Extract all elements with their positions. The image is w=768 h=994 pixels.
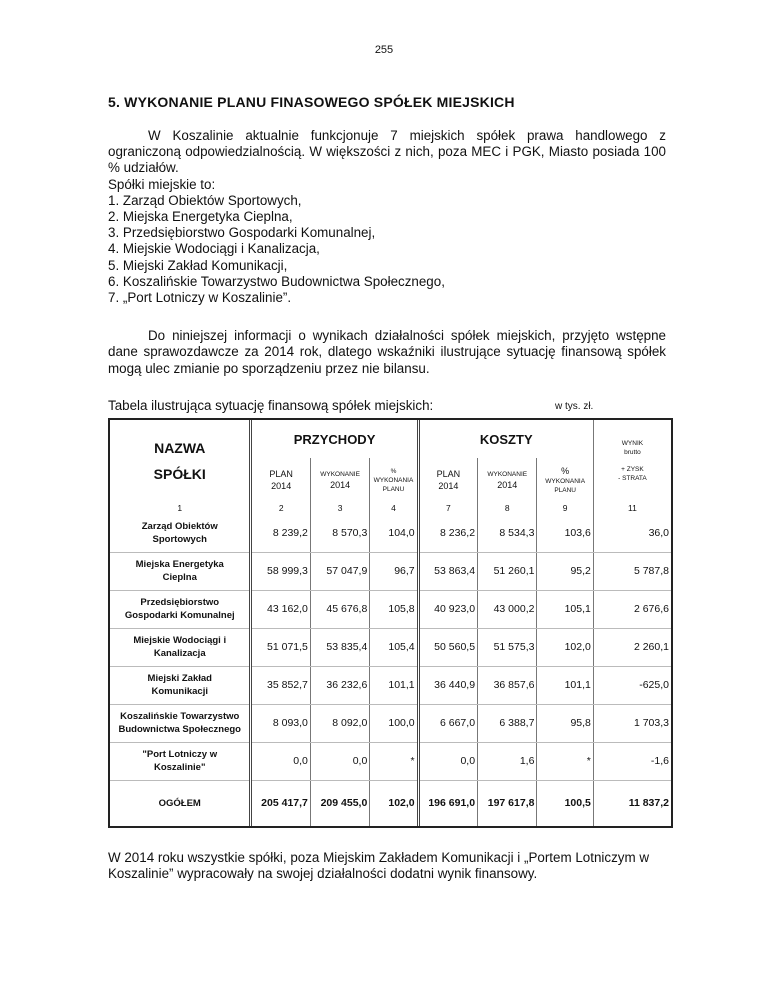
header-text: PLAN: [436, 469, 461, 479]
company-name-header: [110, 420, 251, 502]
cost-plan-cell: 50 560,5: [418, 628, 477, 666]
cost-exec-cell: 6 388,7: [478, 704, 537, 742]
result-cell: 2 260,1: [593, 628, 671, 666]
closing-paragraph: W 2014 roku wszystkie spółki, poza Miejskim Zakładem Komunikacji i „Portem Lotniczym w Koszalinie” wypracowały na swojej działalności dodatni wynik finansowy.: [108, 850, 649, 882]
cost-exec-cell: 51 575,3: [478, 628, 537, 666]
column-number: 11: [593, 502, 671, 514]
list-item: 2. Miejska Energetyka Cieplna,: [108, 209, 293, 225]
cost-plan-cell: 40 923,0: [418, 590, 477, 628]
header-text: WYKONANIE: [487, 470, 528, 478]
result-header: [593, 420, 671, 502]
revenue-pct-cell: *: [370, 742, 418, 780]
total-revenue-exec: 209 455,0: [310, 780, 369, 826]
revenue-exec-cell: 36 232,6: [310, 666, 369, 704]
cost-exec-header: [478, 458, 537, 502]
result-header-line-1: WYNIK: [621, 440, 644, 447]
cost-plan-header: [418, 458, 477, 502]
company-name-line: "Port Lotniczy w: [142, 749, 218, 760]
company-name-line: Kanalizacja: [153, 648, 206, 659]
company-name-cell: [110, 628, 251, 666]
company-name-line: Koszalińskie Towarzystwo: [120, 711, 240, 722]
header-text: WYKONANIE: [320, 470, 360, 478]
result-header-line-3: + ZYSK: [621, 466, 644, 473]
header-text: %: [390, 467, 397, 475]
companies-list-title: Spółki miejskie to:: [108, 176, 216, 192]
cost-pct-cell: 103,6: [537, 514, 593, 552]
company-name-cell: [110, 590, 251, 628]
result-cell: 36,0: [593, 514, 671, 552]
intro-section: [108, 128, 666, 306]
revenue-exec-cell: 8 092,0: [310, 704, 369, 742]
header-text: PLAN: [269, 469, 293, 479]
company-name-line: Budownictwa Społecznego: [118, 724, 241, 735]
list-item: 4. Miejskie Wodociągi i Kanalizacja,: [108, 241, 320, 257]
column-number: 7: [445, 503, 451, 513]
cost-exec-cell: 51 260,1: [478, 552, 537, 590]
total-label: OGÓŁEM: [110, 780, 251, 826]
cost-exec-cell: 43 000,2: [478, 590, 537, 628]
cost-plan-cell: 6 667,0: [418, 704, 477, 742]
cost-pct-cell: 105,1: [537, 590, 593, 628]
table-row: [110, 704, 671, 742]
company-name-cell: [110, 742, 251, 780]
unit-label: w tys. zł.: [555, 401, 594, 412]
total-row: [110, 780, 671, 826]
company-name-cell: [110, 704, 251, 742]
company-name-line: Przedsiębiorstwo: [140, 597, 220, 608]
header-name-line-2: SPÓŁKI: [153, 466, 206, 482]
cost-pct-cell: 95,8: [537, 704, 593, 742]
revenue-plan-cell: 35 852,7: [251, 666, 310, 704]
column-number: 9: [537, 502, 593, 514]
column-number: 1: [110, 502, 251, 514]
header-text: PLANU: [382, 485, 405, 493]
financial-table: [108, 418, 673, 828]
revenue-exec-cell: 0,0: [310, 742, 369, 780]
list-item: 5. Miejski Zakład Komunikacji,: [108, 257, 288, 273]
list-item: 1. Zarząd Obiektów Sportowych,: [108, 192, 302, 208]
table-caption: Tabela ilustrująca sytuację finansową spółek miejskich:: [108, 398, 434, 413]
total-revenue-plan: 205 417,7: [251, 780, 310, 826]
column-number-row: [110, 502, 671, 514]
list-item: 6. Koszalińskie Towarzystwo Budownictwa Społecznego,: [108, 273, 445, 289]
revenue-pct-cell: 96,7: [370, 552, 418, 590]
company-name-line: Miejska Energetyka: [135, 559, 224, 570]
company-name-cell: [110, 514, 251, 552]
revenue-pct-cell: 105,4: [370, 628, 418, 666]
revenue-plan-cell: 8 239,2: [251, 514, 310, 552]
cost-pct-cell: *: [537, 742, 593, 780]
result-cell: 5 787,8: [593, 552, 671, 590]
page-number: 255: [374, 44, 394, 56]
table-row: [110, 628, 671, 666]
header-name-line-1: NAZWA: [154, 440, 206, 456]
revenue-exec-header: [310, 458, 369, 502]
revenue-plan-header: [251, 458, 310, 502]
header-text: PLANU: [554, 487, 576, 494]
column-number: 2: [251, 502, 310, 514]
revenue-exec-cell: 53 835,4: [310, 628, 369, 666]
company-name-cell: [110, 666, 251, 704]
revenue-plan-cell: 0,0: [251, 742, 310, 780]
revenue-pct-cell: 105,8: [370, 590, 418, 628]
cost-pct-header: [537, 458, 593, 502]
company-name-line: Koszalinie": [153, 762, 206, 773]
list-item: 7. „Port Lotniczy w Koszalinie”.: [108, 290, 292, 306]
company-name-line: Zarząd Obiektów: [141, 520, 218, 532]
cost-exec-cell: 8 534,3: [478, 514, 537, 552]
column-number: 3: [310, 502, 369, 514]
header-text: %: [561, 466, 570, 476]
costs-group-header: KOSZTY: [479, 431, 533, 447]
header-text: 2014: [330, 479, 351, 490]
table-row: [110, 552, 671, 590]
company-name-cell: [110, 552, 251, 590]
revenue-exec-cell: 57 047,9: [310, 552, 369, 590]
column-number: 8: [478, 502, 537, 514]
header-text: WYKONANIA: [373, 476, 414, 484]
cost-exec-cell: 36 857,6: [478, 666, 537, 704]
cost-pct-cell: 101,1: [537, 666, 593, 704]
cost-pct-cell: 102,0: [537, 628, 593, 666]
revenue-pct-cell: 100,0: [370, 704, 418, 742]
result-cell: 2 676,6: [593, 590, 671, 628]
revenue-pct-cell: 104,0: [370, 514, 418, 552]
company-name-line: Komunikacji: [151, 686, 208, 697]
total-revenue-pct: 102,0: [370, 780, 418, 826]
section-heading: 5. WYKONANIE PLANU FINASOWEGO SPÓŁEK MIEJSKICH: [108, 94, 515, 110]
company-name-line: Cieplna: [162, 572, 197, 583]
header-text: 2014: [271, 481, 292, 491]
column-number: 4: [370, 502, 418, 514]
cost-plan-cell: 0,0: [418, 742, 477, 780]
cost-plan-cell: 36 440,9: [418, 666, 477, 704]
result-cell: -625,0: [593, 666, 671, 704]
header-text: WYKONANIA: [545, 478, 586, 485]
total-cost-exec: 197 617,8: [478, 780, 537, 826]
total-cost-pct: 100,5: [537, 780, 593, 826]
result-header-line-2: brutto: [624, 449, 641, 456]
table-row: [110, 742, 671, 780]
result-cell: 1 703,3: [593, 704, 671, 742]
intro-paragraph: W Koszalinie aktualnie funkcjonuje 7 miejskich spółek prawa handlowego z ograniczoną odpowiedzialnością. W większości z nich, poza MEC i PGK, Miasto posiada 100 % udziałów.: [108, 128, 666, 176]
companies-list: [108, 193, 666, 306]
company-name-line: Gospodarki Komunalnej: [124, 610, 235, 621]
result-cell: -1,6: [593, 742, 671, 780]
revenue-pct-header: [370, 458, 418, 502]
header-text: 2014: [497, 479, 518, 490]
revenue-plan-cell: 8 093,0: [251, 704, 310, 742]
result-header-line-4: - STRATA: [618, 475, 647, 482]
table-row: [110, 590, 671, 628]
cost-pct-cell: 95,2: [537, 552, 593, 590]
revenue-group-header: PRZYCHODY: [251, 420, 418, 458]
revenue-plan-cell: 51 071,5: [251, 628, 310, 666]
revenue-exec-cell: 8 570,3: [310, 514, 369, 552]
table-row: [110, 666, 671, 704]
total-cost-plan: 196 691,0: [418, 780, 477, 826]
company-name-line: Sportowych: [152, 533, 207, 545]
company-name-line: Miejskie Wodociągi i: [133, 635, 227, 646]
company-name-line: Miejski Zakład: [147, 673, 212, 684]
list-item: 3. Przedsiębiorstwo Gospodarki Komunalnej,: [108, 225, 376, 241]
cost-exec-cell: 1,6: [478, 742, 537, 780]
header-text: 2014: [438, 481, 459, 491]
cost-plan-cell: 8 236,2: [418, 514, 477, 552]
revenue-pct-cell: 101,1: [370, 666, 418, 704]
total-result: 11 837,2: [593, 780, 671, 826]
revenue-plan-cell: 58 999,3: [251, 552, 310, 590]
cost-plan-cell: 53 863,4: [418, 552, 477, 590]
data-disclaimer-paragraph: Do niniejszej informacji o wynikach działalności spółek miejskich, przyjęto wstępne dane sprawozdawcze za 2014 rok, dlatego wskaźniki ilustrujące sytuację finansową spółek mogą ulec zmianie po sporządzeniu przez nie bilansu.: [108, 328, 666, 376]
table-row: [110, 514, 671, 552]
revenue-exec-cell: 45 676,8: [310, 590, 369, 628]
revenue-plan-cell: 43 162,0: [251, 590, 310, 628]
